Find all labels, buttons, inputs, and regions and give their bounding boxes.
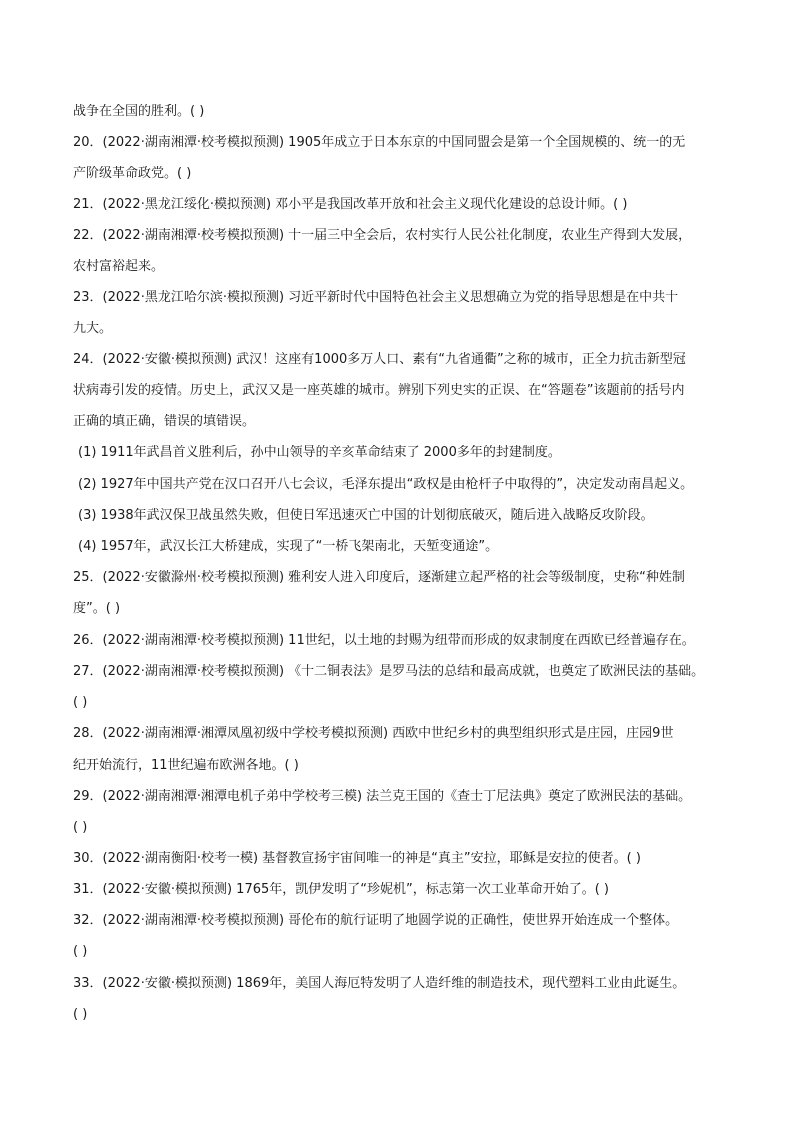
question-line: 22．(2022·湖南湘潭·校考模拟预测) 十一届三中全会后，农村实行人民公社化制度，农业生产得到大发展， [73, 228, 692, 243]
question-line: 33．(2022·安徽·模拟预测) 1869年，美国人海厄特发明了人造纤维的制造技术，现代塑料工业由此诞生。 [73, 976, 686, 991]
question-line: 31．(2022·安徽·模拟预测) 1765年，凯伊发明了“珍妮机”，标志第一次工业革命开始了。( ) [73, 882, 609, 897]
question-line: 九大。 [73, 321, 113, 336]
question-line: 21．(2022·黑龙江绥化·模拟预测) 邓小平是我国改革开放和社会主义现代化建设的总设计师。( ) [73, 197, 628, 212]
question-line: 战争在全国的胜利。( ) [73, 104, 205, 119]
sub-question-line: (4) 1957年，武汉长江大桥建成，实现了“一桥飞架南北，天堑变通途”。 [78, 539, 499, 554]
question-line: 29．(2022·湖南湘潭·湘潭电机子弟中学校考三模) 法兰克王国的《查士丁尼法典》奠定了欧洲民法的基础。 [73, 789, 692, 804]
question-line: 农村富裕起来。 [73, 259, 165, 274]
question-line: 28．(2022·湖南湘潭·湘潭凤凰初级中学校考模拟预测) 西欧中世纪乡村的典型组织形式是庄园，庄园9世 [73, 726, 674, 741]
question-line: ( ) [73, 1007, 88, 1022]
question-line: 30．(2022·湖南衡阳·校考一模) 基督教宣扬宇宙间唯一的神是“真主”安拉，耶稣是安拉的使者。( ) [73, 851, 641, 866]
question-line: 20．(2022·湖南湘潭·校考模拟预测) 1905年成立于日本东京的中国同盟会是第一个全国规模的、统一的无 [73, 135, 686, 150]
question-line: 正确的填正确，错误的填错误。 [73, 414, 256, 429]
question-line: ( ) [73, 820, 88, 835]
question-line: 状病毒引发的疫情。历史上，武汉又是一座英雄的城市。辨别下列史实的正误、在“答题卷”该题前的括号内 [73, 383, 685, 398]
question-line: ( ) [73, 695, 88, 710]
question-line: 24．(2022·安徽·模拟预测) 武汉！这座有1000多万人口、素有“九省通衢”之称的城市，正全力抗击新型冠 [73, 352, 686, 367]
question-line: 27．(2022·湖南湘潭·校考模拟预测) 《十二铜表法》是罗马法的总结和最高成就，也奠定了欧洲民法的基础。 [73, 664, 705, 679]
sub-question-line: (3) 1938年武汉保卫战虽然失败，但使日军迅速灭亡中国的计划彻底破灭，随后进入战略反攻阶段。 [78, 508, 654, 523]
question-line: 产阶级革命政党。( ) [73, 166, 192, 181]
sub-question-line: (1) 1911年武昌首义胜利后，孙中山领导的辛亥革命结束了 2000多年的封建制度。 [78, 445, 561, 460]
question-line: 纪开始流行，11世纪遍布欧洲各地。( ) [73, 758, 299, 773]
sub-question-line: (2) 1927年中国共产党在汉口召开八七会议，毛泽东提出“政权是由枪杆子中取得的”，决定发动南昌起义。 [78, 477, 694, 492]
question-line: 32．(2022·湖南湘潭·校考模拟预测) 哥伦布的航行证明了地圆学说的正确性，使世界开始连成一个整体。 [73, 913, 679, 928]
question-line: 26．(2022·湖南湘潭·校考模拟预测) 11世纪，以土地的封赐为纽带而形成的奴隶制度在西欧已经普遍存在。 [73, 633, 695, 648]
question-line: 度”。( ) [73, 601, 121, 616]
question-line: ( ) [73, 944, 88, 959]
question-line: 25．(2022·安徽滁州·校考模拟预测) 雅利安人进入印度后，逐渐建立起严格的社会等级制度，史称“种姓制 [73, 570, 685, 585]
question-line: 23．(2022·黑龙江哈尔滨·模拟预测) 习近平新时代中国特色社会主义思想确立为党的指导思想是在中共十 [73, 290, 679, 305]
